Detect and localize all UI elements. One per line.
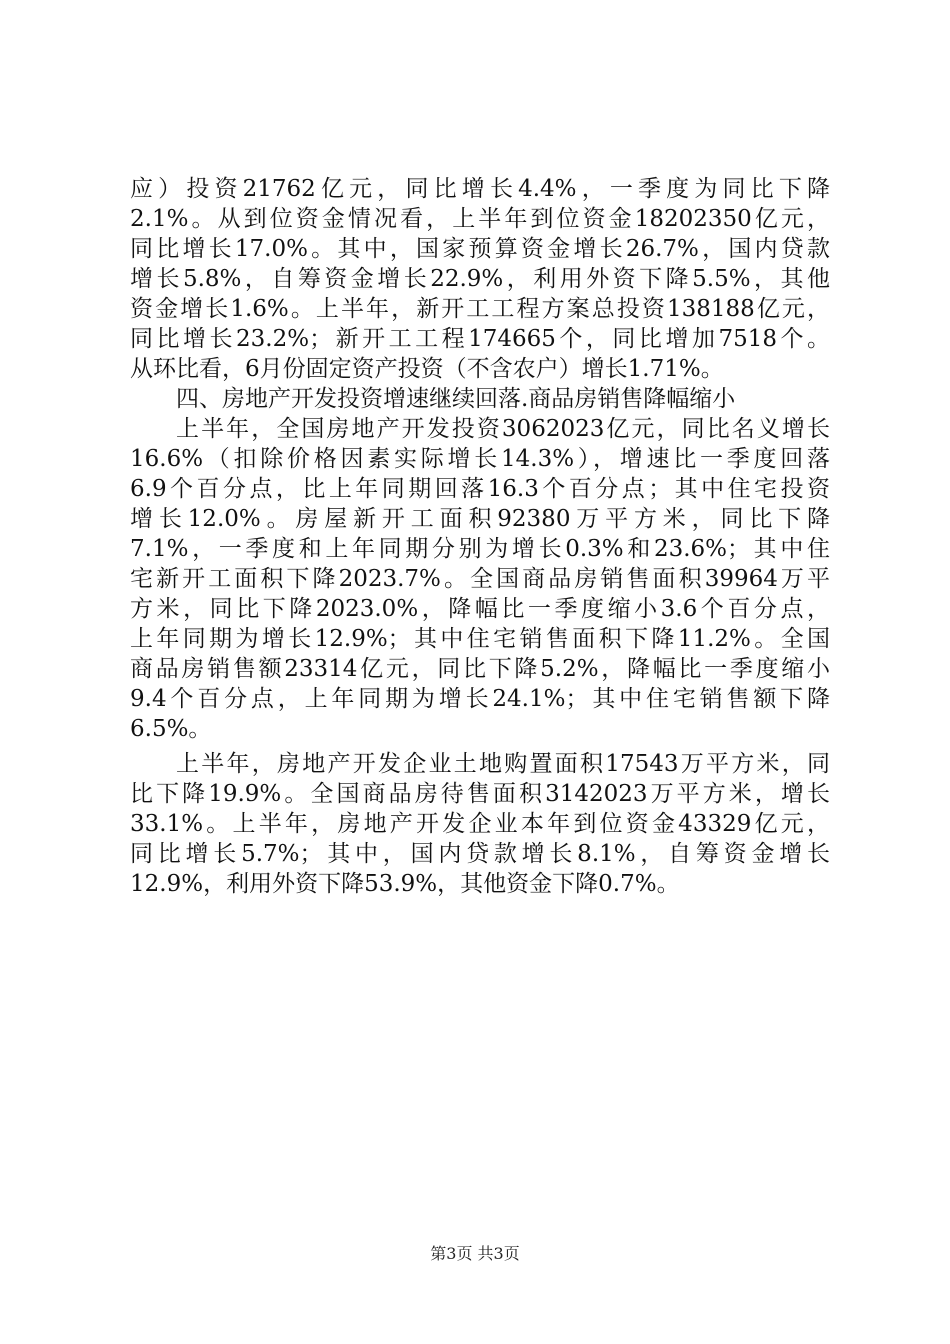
text-line: 上年同期为增长12.9%；其中住宅销售面积下降11.2%。全国 xyxy=(130,626,830,652)
text-line: 增长12.0%。房屋新开工面积92380万平方米，同比下降 xyxy=(130,506,830,532)
text-line: 16.6%（扣除价格因素实际增长14.3%），增速比一季度回落 xyxy=(130,446,830,472)
text-line: 2.1%。从到位资金情况看，上半年到位资金18202350亿元， xyxy=(130,206,830,232)
text-line: 宅新开工面积下降2023.7%。全国商品房销售面积39964万平 xyxy=(130,566,830,592)
paragraph-investment xyxy=(130,174,830,384)
page-number-footer: 第3页 共3页 xyxy=(430,1244,520,1263)
paragraph-real-estate xyxy=(130,414,830,744)
text-line: 6.5%。 xyxy=(130,716,212,742)
text-line: 资金增长1.6%。上半年，新开工工程方案总投资138188亿元， xyxy=(130,296,830,322)
text-line: 方米，同比下降2023.0%，降幅比一季度缩小3.6个百分点， xyxy=(130,596,830,622)
text-line: 上半年，全国房地产开发投资3062023亿元，同比名义增长 xyxy=(176,416,830,442)
text-line: 9.4个百分点，上年同期为增长24.1%；其中住宅销售额下降 xyxy=(130,686,830,712)
section-heading: 四、房地产开发投资增速继续回落.商品房销售降幅缩小 xyxy=(176,386,736,412)
text-line: 12.9%，利用外资下降53.9%，其他资金下降0.7%。 xyxy=(130,871,680,897)
text-line: 7.1%，一季度和上年同期分别为增长0.3%和23.6%；其中住 xyxy=(130,536,830,562)
text-line: 同比增长17.0%。其中，国家预算资金增长26.7%，国内贷款 xyxy=(130,236,830,262)
text-line: 比下降19.9%。全国商品房待售面积3142023万平方米，增长 xyxy=(130,781,830,807)
text-line: 应）投资21762亿元，同比增长4.4%，一季度为同比下降 xyxy=(130,176,830,202)
text-line: 同比增长5.7%；其中，国内贷款增长8.1%，自筹资金增长 xyxy=(130,841,830,867)
text-line: 上半年，房地产开发企业土地购置面积17543万平方米，同 xyxy=(176,751,830,777)
text-line: 增长5.8%，自筹资金增长22.9%，利用外资下降5.5%，其他 xyxy=(130,266,830,292)
text-line: 33.1%。上半年，房地产开发企业本年到位资金43329亿元， xyxy=(130,811,830,837)
text-line: 6.9个百分点，比上年同期回落16.3个百分点；其中住宅投资 xyxy=(130,476,830,502)
text-line: 商品房销售额23314亿元，同比下降5.2%，降幅比一季度缩小 xyxy=(130,656,830,682)
paragraph-land-and-funds xyxy=(130,749,830,899)
text-line: 从环比看，6月份固定资产投资（不含农户）增长1.71%。 xyxy=(130,356,724,382)
text-line: 同比增长23.2%；新开工工程174665个，同比增加7518个。 xyxy=(130,326,830,352)
document-body xyxy=(130,174,830,899)
